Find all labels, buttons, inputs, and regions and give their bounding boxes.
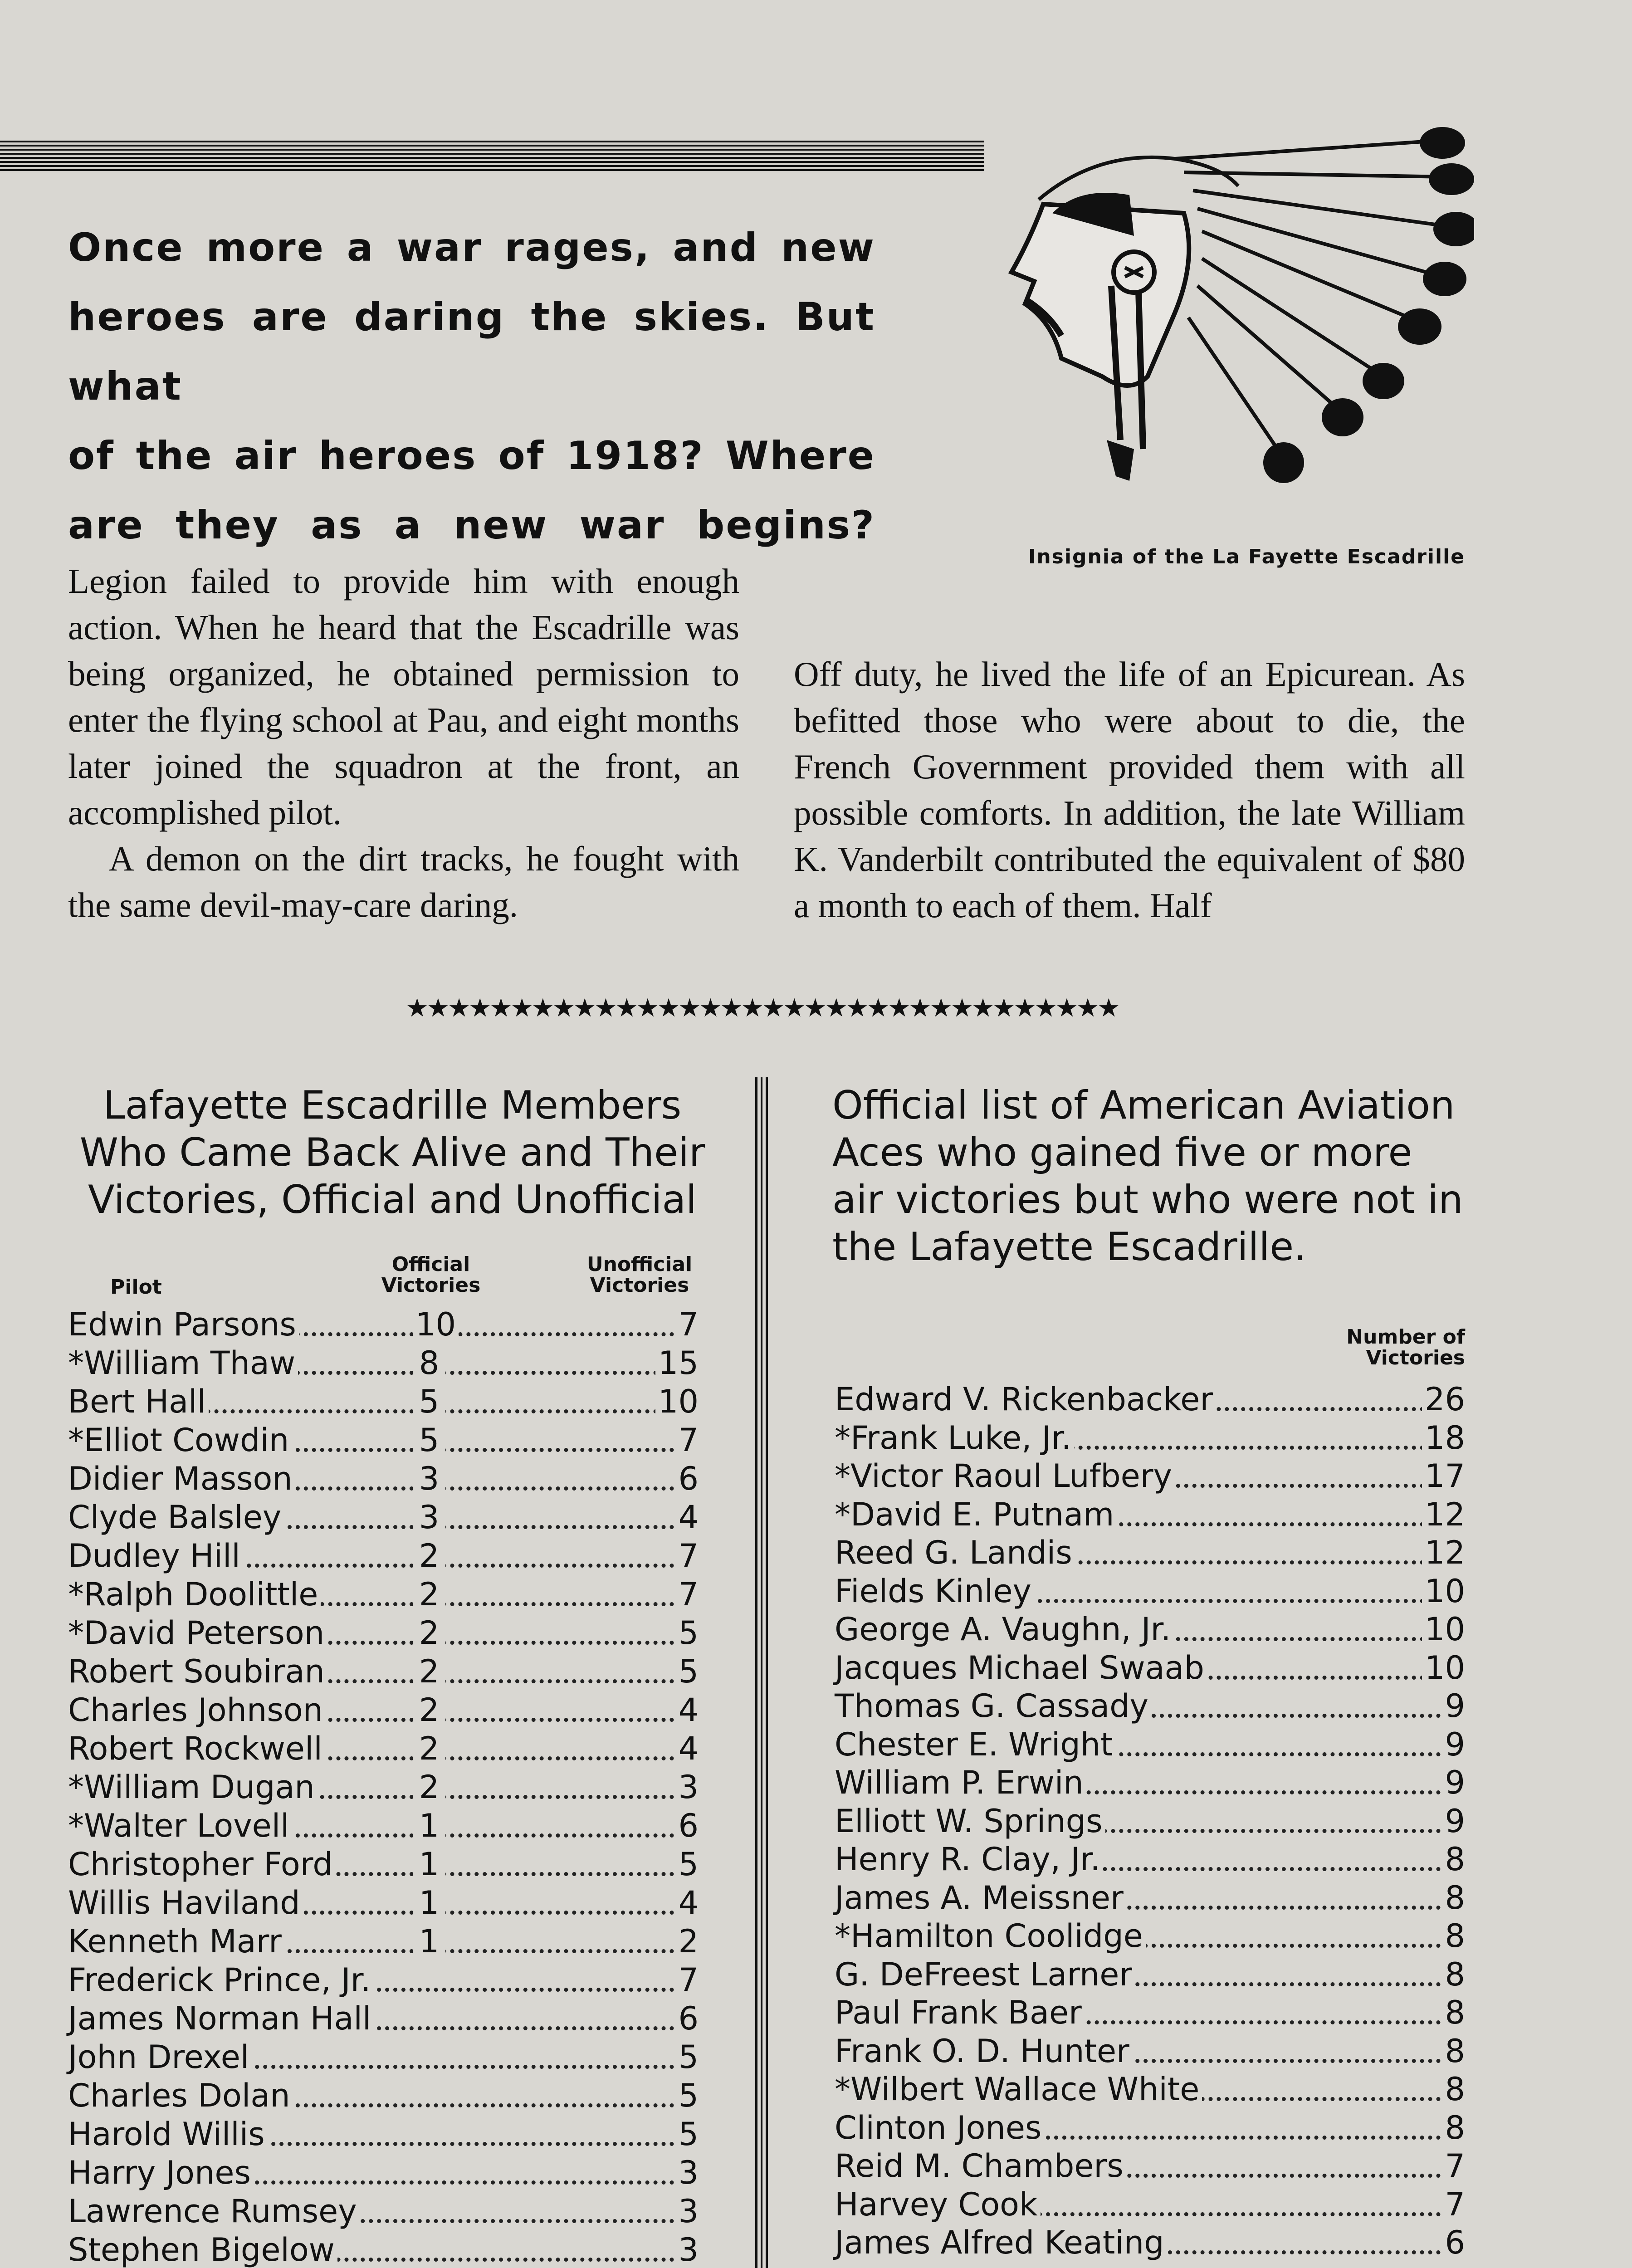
victory-count: 6 bbox=[1442, 2224, 1465, 2261]
unofficial-victories: 6 bbox=[675, 2000, 699, 2037]
ace-name: Edward V. Rickenbacker bbox=[835, 1381, 1216, 1418]
header-rule bbox=[0, 141, 984, 172]
victory-count: 12 bbox=[1422, 1535, 1465, 1571]
table-row bbox=[835, 1765, 1465, 1801]
ace-name: Jacques Michael Swaab bbox=[835, 1650, 1207, 1686]
pilot-name: Stephen Bigelow bbox=[68, 2232, 337, 2268]
victory-count: 9 bbox=[1442, 1726, 1465, 1763]
unofficial-victories: 5 bbox=[675, 1846, 699, 1882]
unofficial-victories: 5 bbox=[675, 2077, 699, 2114]
official-victories: 3 bbox=[413, 1461, 445, 1497]
table-row bbox=[68, 1846, 699, 1882]
pilot-name: Dudley Hill bbox=[68, 1538, 243, 1574]
unofficial-victories: 10 bbox=[655, 1383, 699, 1420]
unofficial-victories: 5 bbox=[675, 1615, 699, 1651]
ace-name: Henry R. Clay, Jr. bbox=[835, 1841, 1103, 1877]
victory-count: 8 bbox=[1442, 2071, 1465, 2107]
pilot-name: *William Dugan bbox=[68, 1769, 318, 1805]
victory-count: 7 bbox=[1442, 2148, 1465, 2184]
headline-line: of the air heroes of 1918? Where bbox=[68, 433, 875, 479]
official-victories: 2 bbox=[413, 1615, 445, 1651]
unofficial-victories: 7 bbox=[675, 1306, 699, 1343]
victory-count: 8 bbox=[1442, 1956, 1465, 1993]
table-row bbox=[68, 1885, 699, 1921]
unofficial-victories: 15 bbox=[655, 1345, 699, 1381]
official-victories: 10 bbox=[413, 1306, 459, 1343]
table-row bbox=[68, 1769, 699, 1805]
table-row bbox=[68, 2039, 699, 2075]
victory-count: 8 bbox=[1442, 2110, 1465, 2146]
official-victories: 1 bbox=[413, 1846, 445, 1882]
pilot-name: Didier Masson bbox=[68, 1461, 295, 1497]
pilot-name: Christopher Ford bbox=[68, 1846, 336, 1882]
paragraph: Off duty, he lived the life of an Epicurean. As befitted those who were about to die, the French Government provided them with all possible comforts. In addition, the late William K. Vanderbilt contributed the equivalent of $80 a month to each of them. Half bbox=[794, 655, 1465, 925]
pilot-name: Robert Soubiran bbox=[68, 1653, 327, 1690]
official-victories: 2 bbox=[413, 1576, 445, 1613]
table2-header-victories: Number of Victories bbox=[1346, 1325, 1465, 1369]
table1-rows bbox=[68, 1306, 699, 2268]
table-row bbox=[68, 2155, 699, 2191]
ace-name: *Victor Raoul Lufbery bbox=[835, 1458, 1175, 1494]
victory-count: 8 bbox=[1442, 1994, 1465, 2031]
unofficial-victories: 3 bbox=[675, 2232, 699, 2268]
official-victories: 1 bbox=[413, 1885, 445, 1921]
unofficial-victories: 3 bbox=[675, 2155, 699, 2191]
pilot-name: Bert Hall bbox=[68, 1383, 209, 1420]
unofficial-victories: 4 bbox=[675, 1730, 699, 1767]
pilot-name: Charles Dolan bbox=[68, 2077, 293, 2114]
victory-count: 9 bbox=[1442, 1688, 1465, 1724]
table-row bbox=[68, 2077, 699, 2114]
official-victories: 5 bbox=[413, 1422, 445, 1458]
table-row bbox=[68, 1422, 699, 1458]
table-row bbox=[835, 2148, 1465, 2184]
official-victories: 1 bbox=[413, 1808, 445, 1844]
paragraph: A demon on the dirt tracks, he fought with the same devil-may-care daring. bbox=[68, 839, 739, 924]
pilot-name: Willis Haviland bbox=[68, 1885, 303, 1921]
table-row bbox=[835, 2224, 1465, 2261]
table-row bbox=[68, 1576, 699, 1613]
victory-count: 9 bbox=[1442, 1765, 1465, 1801]
headline bbox=[68, 213, 875, 560]
ace-name: William P. Erwin bbox=[835, 1765, 1086, 1801]
article-column-right bbox=[794, 651, 1465, 929]
table-row bbox=[68, 1962, 699, 1998]
table1-header-official: Official Victories bbox=[381, 1253, 481, 1297]
table-row bbox=[68, 1383, 699, 1420]
ace-name: Reed G. Landis bbox=[835, 1535, 1075, 1571]
pilot-name: John Drexel bbox=[68, 2039, 252, 2075]
ace-name: Thomas G. Cassady bbox=[835, 1688, 1151, 1724]
table-row bbox=[68, 1306, 699, 1343]
victory-count: 8 bbox=[1442, 1841, 1465, 1877]
table-row bbox=[835, 1573, 1465, 1609]
table-row bbox=[68, 1615, 699, 1651]
table-row bbox=[835, 1535, 1465, 1571]
table-row bbox=[68, 2000, 699, 2037]
star-divider: ★★★★★★★★★★★★★★★★★★★★★★★★★★★★★★★★★★ bbox=[406, 993, 1119, 1023]
table-row bbox=[835, 2186, 1465, 2223]
table-row bbox=[835, 1688, 1465, 1724]
table-row bbox=[835, 1994, 1465, 2031]
table-row bbox=[835, 1420, 1465, 1456]
victory-count: 8 bbox=[1442, 1880, 1465, 1916]
table-row bbox=[68, 1653, 699, 1690]
pilot-name: Harold Willis bbox=[68, 2116, 268, 2152]
paragraph: Legion failed to provide him with enough action. When he heard that the Escadrille was being organized, he obtained permission to enter the flying school at Pau, and eight months later joined the squadron at the front, an accomplished pilot. bbox=[68, 562, 739, 832]
ace-name: James Alfred Keating bbox=[835, 2224, 1167, 2261]
victory-count: 18 bbox=[1422, 1420, 1465, 1456]
table-row bbox=[835, 1726, 1465, 1763]
pilot-name: Lawrence Rumsey bbox=[68, 2193, 360, 2229]
table-row bbox=[68, 1499, 699, 1535]
ace-name: Elliott W. Springs bbox=[835, 1803, 1105, 1839]
table-row bbox=[835, 1880, 1465, 1916]
victory-count: 10 bbox=[1422, 1611, 1465, 1647]
table-row bbox=[835, 2110, 1465, 2146]
victory-count: 12 bbox=[1422, 1496, 1465, 1533]
ace-name: Chester E. Wright bbox=[835, 1726, 1116, 1763]
indian-head-insignia-icon bbox=[984, 122, 1474, 522]
ace-name: G. DeFreest Larner bbox=[835, 1956, 1135, 1993]
table-row bbox=[835, 1496, 1465, 1533]
table-row bbox=[68, 1538, 699, 1574]
ace-name: George A. Vaughn, Jr. bbox=[835, 1611, 1173, 1647]
unofficial-victories: 3 bbox=[675, 2193, 699, 2229]
pilot-name: Robert Rockwell bbox=[68, 1730, 325, 1767]
ace-name: Paul Frank Baer bbox=[835, 1994, 1085, 2031]
official-victories: 8 bbox=[413, 1345, 445, 1381]
official-victories: 3 bbox=[413, 1499, 445, 1535]
table-row bbox=[835, 1803, 1465, 1839]
victory-count: 9 bbox=[1442, 1803, 1465, 1839]
official-victories: 5 bbox=[413, 1383, 445, 1420]
headline-line: Once more a war rages, and new bbox=[68, 225, 875, 270]
table-row bbox=[835, 1381, 1465, 1418]
unofficial-victories: 4 bbox=[675, 1499, 699, 1535]
ace-name: *Wilbert Wallace White bbox=[835, 2071, 1202, 2107]
table-row bbox=[835, 1458, 1465, 1494]
article-column-left bbox=[68, 558, 739, 928]
unofficial-victories: 6 bbox=[675, 1808, 699, 1844]
pilot-name: Charles Johnson bbox=[68, 1692, 326, 1728]
table-row bbox=[835, 1611, 1465, 1647]
ace-name: *David E. Putnam bbox=[835, 1496, 1117, 1533]
official-victories: 1 bbox=[413, 1923, 445, 1960]
unofficial-victories: 4 bbox=[675, 1885, 699, 1921]
victory-count: 17 bbox=[1422, 1458, 1465, 1494]
pilot-name: James Norman Hall bbox=[68, 2000, 374, 2037]
table-row bbox=[68, 1808, 699, 1844]
unofficial-victories: 7 bbox=[675, 1422, 699, 1458]
table1-header-pilot: Pilot bbox=[110, 1276, 162, 1299]
table-row bbox=[835, 2033, 1465, 2069]
victory-count: 26 bbox=[1422, 1381, 1465, 1418]
headline-line: are they as a new war begins? bbox=[68, 503, 875, 548]
ace-name: Frank O. D. Hunter bbox=[835, 2033, 1132, 2069]
victory-count: 8 bbox=[1442, 1918, 1465, 1954]
official-victories: 2 bbox=[413, 1538, 445, 1574]
table-row bbox=[68, 1461, 699, 1497]
victory-count: 7 bbox=[1442, 2186, 1465, 2223]
table1-header-unofficial: Unofficial Victories bbox=[586, 1253, 693, 1297]
unofficial-victories: 4 bbox=[675, 1692, 699, 1728]
table2-title: Official list of American Aviation Aces who gained five or more air victories but who were not in the Lafayette Escadrille. bbox=[832, 1083, 1463, 1270]
official-victories: 2 bbox=[413, 1692, 445, 1728]
ace-name: *Hamilton Coolidge bbox=[835, 1918, 1146, 1954]
table-row bbox=[835, 1650, 1465, 1686]
headline-line: heroes are daring the skies. But what bbox=[68, 294, 875, 409]
unofficial-victories: 7 bbox=[675, 1576, 699, 1613]
victory-count: 10 bbox=[1422, 1573, 1465, 1609]
table-row bbox=[68, 1345, 699, 1381]
table-row bbox=[68, 2232, 699, 2268]
pilot-name: *Ralph Doolittle bbox=[68, 1576, 321, 1613]
official-victories: 2 bbox=[413, 1653, 445, 1690]
unofficial-victories: 7 bbox=[675, 1538, 699, 1574]
ace-name: *Frank Luke, Jr. bbox=[835, 1420, 1074, 1456]
official-victories: 2 bbox=[413, 1730, 445, 1767]
pilot-name: Harry Jones bbox=[68, 2155, 254, 2191]
pilot-name: Kenneth Marr bbox=[68, 1923, 284, 1960]
table-row bbox=[835, 1956, 1465, 1993]
pilot-name: *Elliot Cowdin bbox=[68, 1422, 292, 1458]
ace-name: Reid M. Chambers bbox=[835, 2148, 1126, 2184]
unofficial-victories: 5 bbox=[675, 2039, 699, 2075]
table1-title: Lafayette Escadrille Members Who Came Back Alive and Their Victories, Official and Unofficial bbox=[79, 1083, 705, 1222]
unofficial-victories: 2 bbox=[675, 1923, 699, 1960]
table-row bbox=[68, 1730, 699, 1767]
table-row bbox=[835, 1841, 1465, 1877]
ace-name: Harvey Cook bbox=[835, 2186, 1041, 2223]
table-row bbox=[835, 1918, 1465, 1954]
pilot-name: *David Peterson bbox=[68, 1615, 327, 1651]
unofficial-victories: 7 bbox=[675, 1962, 699, 1998]
table-row bbox=[68, 1923, 699, 1960]
ace-name: Clinton Jones bbox=[835, 2110, 1044, 2146]
victory-count: 10 bbox=[1422, 1650, 1465, 1686]
victory-count: 8 bbox=[1442, 2033, 1465, 2069]
table2-rows bbox=[835, 1381, 1465, 2266]
unofficial-victories: 5 bbox=[675, 2116, 699, 2152]
column-divider bbox=[755, 1077, 768, 2268]
pilot-name: *William Thaw bbox=[68, 1345, 298, 1381]
ace-name: James A. Meissner bbox=[835, 1880, 1126, 1916]
insignia-caption: Insignia of the La Fayette Escadrille bbox=[1028, 545, 1465, 568]
table-row bbox=[68, 2116, 699, 2152]
pilot-name: Frederick Prince, Jr. bbox=[68, 1962, 373, 1998]
table-row bbox=[68, 2193, 699, 2229]
pilot-name: Clyde Balsley bbox=[68, 1499, 284, 1535]
official-victories: 2 bbox=[413, 1769, 445, 1805]
ace-name: Fields Kinley bbox=[835, 1573, 1034, 1609]
unofficial-victories: 6 bbox=[675, 1461, 699, 1497]
unofficial-victories: 5 bbox=[675, 1653, 699, 1690]
pilot-name: Edwin Parsons bbox=[68, 1306, 299, 1343]
table-row bbox=[68, 1692, 699, 1728]
unofficial-victories: 3 bbox=[675, 1769, 699, 1805]
table-row bbox=[835, 2071, 1465, 2107]
pilot-name: *Walter Lovell bbox=[68, 1808, 292, 1844]
